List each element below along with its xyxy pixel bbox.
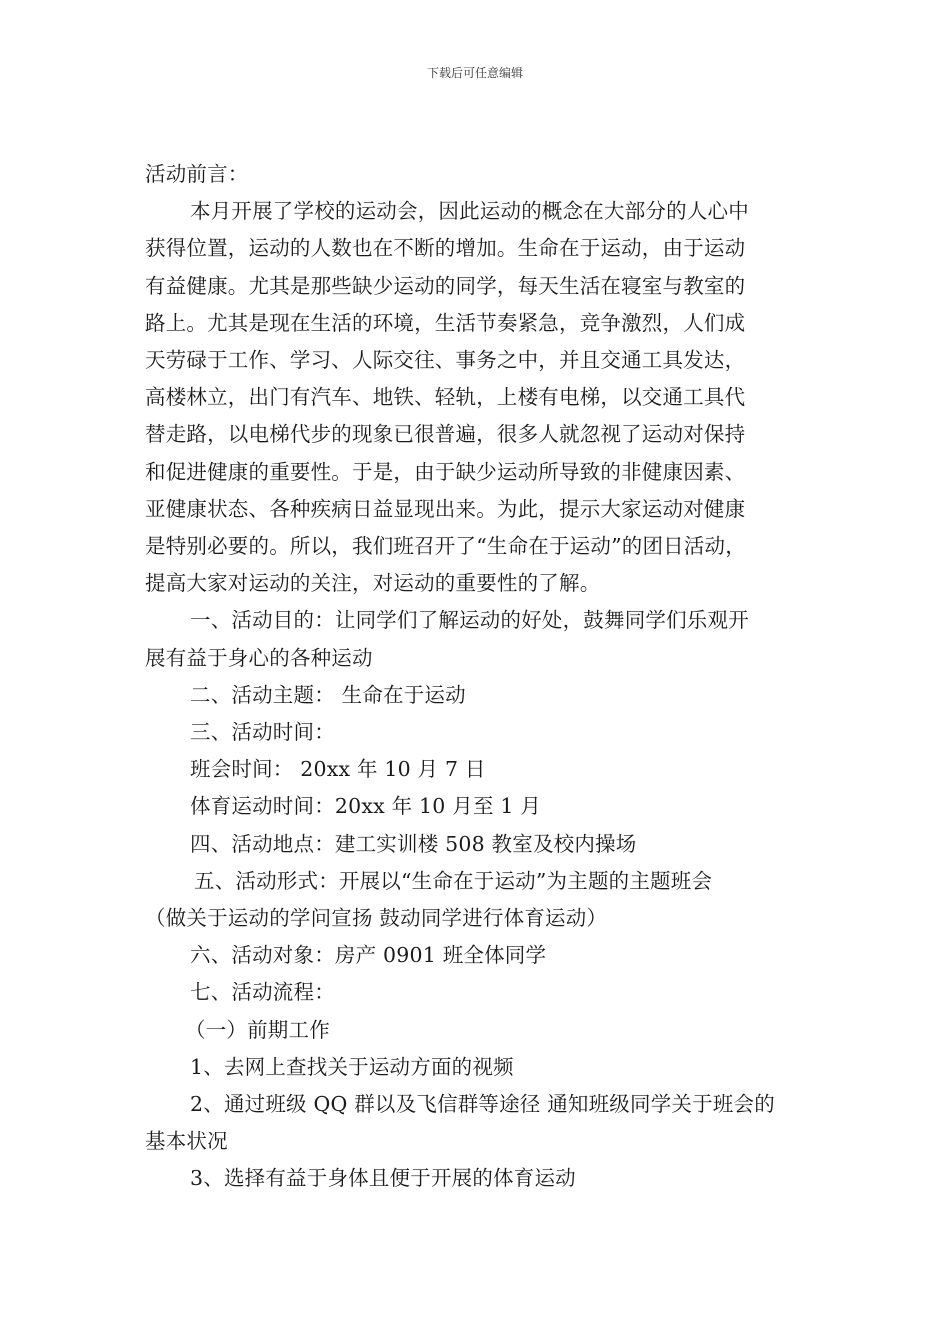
section-purpose: 一、活动目的：让同学们了解运动的好处，鼓舞同学们乐观开 — [190, 608, 749, 633]
list-item: 2、通过班级 QQ 群以及飞信群等途径 通知班级同学关于班会的 — [190, 1092, 775, 1117]
section-audience: 六、活动对象：房产 0901 班全体同学 — [190, 943, 547, 968]
class-meeting-time: 班会时间： 20xx 年 10 月 7 日 — [190, 757, 486, 782]
section-process: 七、活动流程： — [190, 980, 335, 1005]
preface-paragraph-line: 和促进健康的重要性。于是，由于缺少运动所导致的非健康因素、 — [145, 459, 746, 484]
preface-paragraph-line: 路上。尤其是现在生活的环境，生活节奏紧急，竞争激烈，人们成 — [145, 310, 746, 335]
preface-paragraph-line: 天劳碌于工作、学习、人际交往、事务之中，并且交通工具发达， — [145, 348, 746, 373]
section-theme: 二、活动主题： 生命在于运动 — [190, 682, 466, 707]
preface-paragraph-line: 亚健康状态、各种疾病日益显现出来。为此，提示大家运动对健康 — [145, 496, 746, 521]
section-purpose-continued: 展有益于身心的各种运动 — [145, 645, 373, 670]
preface-paragraph-line: 高楼林立，出门有汽车、地铁、轻轨，上楼有电梯，以交通工具代 — [145, 385, 746, 410]
section-time: 三、活动时间： — [190, 720, 335, 745]
subsection-preparation: （一）前期工作 — [185, 1017, 330, 1042]
page-header: 下载后可任意编辑 — [426, 66, 523, 80]
preface-paragraph-line: 本月开展了学校的运动会，因此运动的概念在大部分的人心中 — [190, 199, 749, 224]
list-item: 3、选择有益于身体且便于开展的体育运动 — [190, 1166, 576, 1191]
list-item-continued: 基本状况 — [145, 1129, 228, 1154]
preface-paragraph-line: 提高大家对运动的关注，对运动的重要性的了解。 — [145, 571, 601, 596]
preface-paragraph-line: 替走路，以电梯代步的现象已很普遍，很多人就忽视了运动对保持 — [145, 422, 746, 447]
preface-paragraph-line: 有益健康。尤其是那些缺少运动的同学，每天生活在寝室与教室的 — [145, 273, 746, 298]
preface-paragraph-line: 获得位置，运动的人数也在不断的增加。生命在于运动，由于运动 — [145, 236, 746, 261]
preface-heading: 活动前言： — [145, 162, 249, 186]
sports-time: 体育运动时间：20xx 年 10 月至 1 月 — [190, 794, 542, 819]
section-location: 四、活动地点：建工实训楼 508 教室及校内操场 — [190, 831, 637, 856]
document-body — [145, 156, 817, 1198]
section-format: 五、活动形式：开展以“生命在于运动”为主题的主题班会 — [194, 868, 713, 893]
list-item: 1、去网上查找关于运动方面的视频 — [190, 1054, 514, 1079]
section-format-continued: （做关于运动的学问宣扬 鼓动同学进行体育运动） — [145, 906, 608, 931]
preface-paragraph-line: 是特别必要的。所以，我们班召开了“生命在于运动”的团日活动， — [145, 534, 746, 559]
